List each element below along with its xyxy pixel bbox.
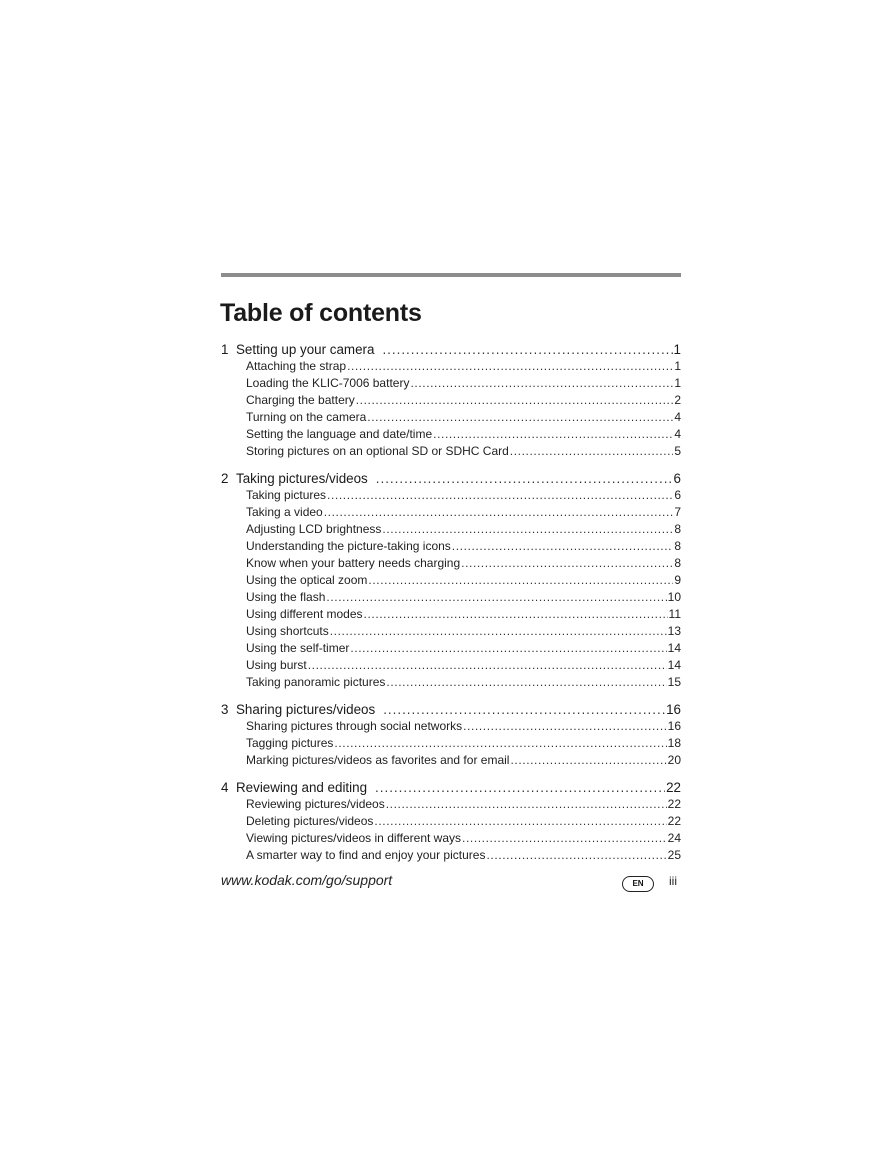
toc-page-number: 8: [674, 522, 681, 536]
dot-leader: [410, 375, 673, 392]
toc-entry-link[interactable]: [221, 572, 681, 589]
toc-page-number: 7: [674, 505, 681, 519]
language-badge: EN: [622, 876, 654, 892]
dot-leader: [486, 847, 666, 864]
dot-leader: [510, 443, 674, 460]
dot-leader: [383, 701, 665, 718]
dot-leader: [461, 555, 673, 572]
toc-chapter-number: 1: [221, 342, 229, 357]
toc-entry-label: Using the flash: [246, 590, 326, 604]
dot-leader: [368, 572, 673, 589]
dot-leader: [382, 341, 672, 358]
top-rule-divider: [221, 273, 681, 277]
toc-entry-label: Using burst: [246, 658, 307, 672]
toc-chapter-link[interactable]: [221, 470, 681, 487]
toc-entry-label: Using the optical zoom: [246, 573, 368, 587]
toc-page-number: 15: [667, 675, 681, 689]
page-title: Table of contents: [220, 299, 422, 327]
toc-entry-label: Reviewing pictures/videos: [246, 797, 385, 811]
toc-entry-label: Sharing pictures through social networks: [246, 719, 463, 733]
toc-entry-label: Setting the language and date/time: [246, 427, 433, 441]
toc-page-number: 24: [667, 831, 681, 845]
toc-entry-label: Understanding the picture-taking icons: [246, 539, 451, 553]
toc-chapter-title: [221, 779, 367, 796]
toc-page-number: 14: [667, 641, 681, 655]
toc-entry-link[interactable]: [221, 426, 681, 443]
toc-page-number: 10: [667, 590, 681, 604]
toc-page-number: 13: [667, 624, 681, 638]
toc-entry-label: Attaching the strap: [246, 359, 347, 373]
toc-chapter-link[interactable]: [221, 701, 681, 718]
toc-page-number: 16: [666, 702, 681, 717]
dot-leader: [364, 606, 668, 623]
toc-page-number: 4: [674, 427, 681, 441]
dot-leader: [308, 657, 667, 674]
dot-leader: [452, 538, 674, 555]
toc-entry-label: Taking pictures: [246, 488, 327, 502]
toc-entry-link[interactable]: [221, 375, 681, 392]
toc-page-number: 2: [674, 393, 681, 407]
toc-chapter-number: 4: [221, 780, 229, 795]
toc-entry-link[interactable]: [221, 735, 681, 752]
toc-page-number: 14: [667, 658, 681, 672]
toc-entry-link[interactable]: [221, 392, 681, 409]
dot-leader: [324, 504, 674, 521]
toc-entry-label: Using shortcuts: [246, 624, 329, 638]
toc-chapter-number: 3: [221, 702, 229, 717]
dot-leader: [510, 752, 666, 769]
dot-leader: [463, 718, 667, 735]
toc-entry-link[interactable]: [221, 504, 681, 521]
toc-page-number: 11: [668, 607, 681, 621]
toc-entry-link[interactable]: [221, 443, 681, 460]
toc-entry-link[interactable]: [221, 640, 681, 657]
dot-leader: [433, 426, 673, 443]
toc-page-number: 6: [673, 471, 681, 486]
toc-entry-link[interactable]: [221, 657, 681, 674]
toc-entry-label: Adjusting LCD brightness: [246, 522, 382, 536]
dot-leader: [367, 409, 673, 426]
toc-entry-link[interactable]: [221, 521, 681, 538]
toc-entry-label: Taking a video: [246, 505, 323, 519]
dot-leader: [350, 640, 666, 657]
toc-page-number: 1: [674, 376, 681, 390]
toc-page-number: 20: [667, 753, 681, 767]
dot-leader: [330, 623, 667, 640]
toc-entry-link[interactable]: [221, 674, 681, 691]
table-of-contents: [221, 341, 681, 864]
toc-entry-link[interactable]: [221, 555, 681, 572]
toc-entry-link[interactable]: [221, 796, 681, 813]
dot-leader: [386, 674, 666, 691]
toc-entry-label: Know when your battery needs charging: [246, 556, 461, 570]
dot-leader: [326, 589, 666, 606]
toc-entry-link[interactable]: [221, 813, 681, 830]
toc-entry-label: Charging the battery: [246, 393, 355, 407]
toc-entry-link[interactable]: [221, 623, 681, 640]
toc-page-number: 6: [674, 488, 681, 502]
page-footer: [221, 872, 681, 892]
dot-leader: [334, 735, 666, 752]
toc-entry-link[interactable]: [221, 847, 681, 864]
dot-leader: [382, 521, 673, 538]
toc-chapter-title: [221, 470, 368, 487]
toc-entry-label: Storing pictures on an optional SD or SDHC Card: [246, 444, 509, 458]
toc-entry-label: Viewing pictures/videos in different ways: [246, 831, 462, 845]
toc-chapter-label: Taking pictures/videos: [236, 471, 368, 486]
toc-chapter: [221, 341, 681, 460]
dot-leader: [327, 487, 673, 504]
dot-leader: [374, 813, 666, 830]
toc-chapter: [221, 701, 681, 769]
toc-entry-link[interactable]: [221, 589, 681, 606]
toc-page-number: 16: [667, 719, 681, 733]
toc-entry-link[interactable]: [221, 538, 681, 555]
toc-entry-label: Turning on the camera: [246, 410, 367, 424]
toc-entry-label: Loading the KLIC-7006 battery: [246, 376, 410, 390]
toc-entry-link[interactable]: [221, 752, 681, 769]
toc-chapter: [221, 470, 681, 691]
toc-page-number: 9: [674, 573, 681, 587]
toc-page-number: 22: [667, 797, 681, 811]
toc-page-number: 4: [674, 410, 681, 424]
toc-page-number: 1: [673, 342, 681, 357]
toc-chapter: [221, 779, 681, 864]
dot-leader: [462, 830, 667, 847]
toc-page-number: 1: [674, 359, 681, 373]
toc-entry-link[interactable]: [221, 718, 681, 735]
toc-chapter-label: Reviewing and editing: [236, 780, 368, 795]
page-number: iii: [669, 874, 677, 888]
toc-chapter-title: [221, 341, 374, 358]
dot-leader: [347, 358, 673, 375]
support-url-link[interactable]: www.kodak.com/go/support: [221, 872, 393, 888]
dot-leader: [386, 796, 667, 813]
toc-page-number: 25: [667, 848, 681, 862]
toc-entry-link[interactable]: [221, 409, 681, 426]
toc-entry-link[interactable]: [221, 606, 681, 623]
toc-entry-link[interactable]: [221, 487, 681, 504]
toc-entry-label: Tagging pictures: [246, 736, 334, 750]
toc-entry-label: Taking panoramic pictures: [246, 675, 386, 689]
toc-chapter-link[interactable]: [221, 341, 681, 358]
toc-chapter-link[interactable]: [221, 779, 681, 796]
toc-entry-label: Using different modes: [246, 607, 363, 621]
toc-page-number: 8: [674, 556, 681, 570]
dot-leader: [356, 392, 674, 409]
toc-chapter-label: Sharing pictures/videos: [236, 702, 376, 717]
toc-page-number: 5: [674, 444, 681, 458]
toc-chapter-title: [221, 701, 375, 718]
toc-chapter-number: 2: [221, 471, 229, 486]
toc-page-number: 22: [666, 780, 681, 795]
dot-leader: [375, 779, 665, 796]
toc-entry-label: Using the self-timer: [246, 641, 350, 655]
toc-page-number: 18: [667, 736, 681, 750]
toc-page-number: 22: [667, 814, 681, 828]
toc-chapter-label: Setting up your camera: [236, 342, 375, 357]
toc-entry-label: Deleting pictures/videos: [246, 814, 374, 828]
dot-leader: [376, 470, 673, 487]
toc-page: [221, 273, 681, 874]
toc-entry-link[interactable]: [221, 358, 681, 375]
toc-entry-link[interactable]: [221, 830, 681, 847]
toc-entry-label: Marking pictures/videos as favorites and for email: [246, 753, 510, 767]
toc-page-number: 8: [674, 539, 681, 553]
toc-entry-label: A smarter way to find and enjoy your pictures: [246, 848, 486, 862]
